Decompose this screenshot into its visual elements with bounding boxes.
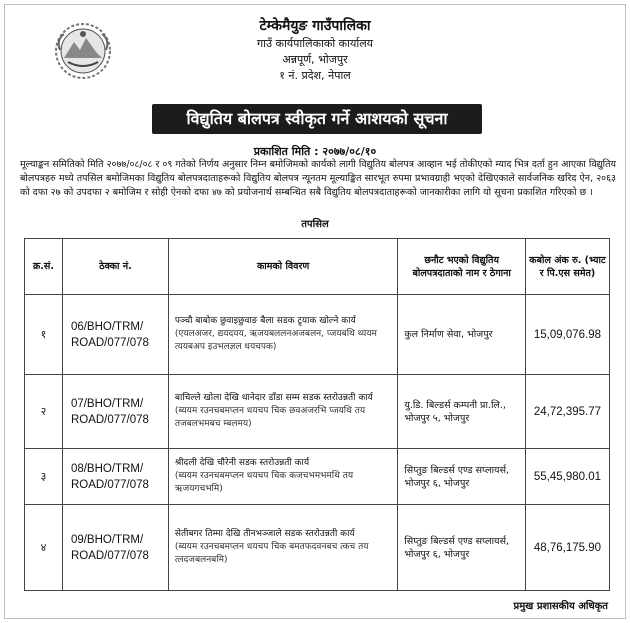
desc-nepali: श्रीदली देखि चौरेनी सडक स्तरोउन्नती कार्य: [174, 458, 310, 468]
cell-sn: १: [25, 295, 63, 375]
office-header: [0, 16, 630, 84]
cell-ref: 07/BHO/TRM/ ROAD/077/078: [62, 375, 168, 449]
municipality-name: टेम्केमैयुङ गाउँपालिका: [259, 18, 371, 34]
cell-bidder: कुल निर्माण सेवा, भोजपुर: [398, 295, 526, 375]
table-row: [25, 375, 610, 449]
contract-table: [24, 238, 610, 591]
cell-sn: ४: [25, 505, 63, 591]
desc-nepali: पञ्चौ बाबोक छुवाइछुवाङ बैला सडक ट्र्याक खोल्ने कार्य: [174, 316, 356, 326]
schedule-label: तपसिल: [301, 219, 329, 230]
table-row: [25, 449, 610, 505]
desc-nepali: बाचिल्ले खोला देखि थानेदार डाँडा सम्म सडक स्तरोउन्नती कार्य: [174, 393, 373, 403]
cell-desc: [168, 295, 397, 375]
desc-preeti: (ब्ययम रउनचबमप्लन धयचप चिक छवअजरभि प्जयथि तय तजबलभमबच म्बलमय): [174, 406, 366, 429]
office-name: गाउँ कार्यपालिकाको कार्यालय: [256, 37, 374, 50]
table-header-row: [25, 239, 610, 295]
cell-bidder: यु.डि. बिल्डर्स कम्पनी प्रा.लि., भोजपुर ५, भोजपुर: [398, 375, 526, 449]
office-address: अन्नपूर्ण, भोजपुर: [282, 53, 348, 66]
cell-bidder: सिप्तुङ बिल्डर्स एण्ड सप्लायर्स, भोजपुर ६, भोजपुर: [398, 505, 526, 591]
table-row: [25, 505, 610, 591]
cell-ref: 06/BHO/TRM/ ROAD/077/078: [62, 295, 168, 375]
cell-sn: ३: [25, 449, 63, 505]
cell-desc: [168, 375, 397, 449]
signatory-title: प्रमुख प्रशासकीय अधिकृत: [513, 601, 608, 612]
cell-ref: 08/BHO/TRM/ ROAD/077/078: [62, 449, 168, 505]
office-province: १ नं. प्रदेश, नेपाल: [279, 69, 351, 82]
column-header-bidder: छनौट भएको विद्युतिय बोलपत्रदाताको नाम र ठेगाना: [398, 239, 526, 295]
column-header-amount: कबोल अंक रु. (भ्याट र पि.एस समेत): [526, 239, 610, 295]
cell-desc: [168, 505, 397, 591]
notice-title: विद्युतिय बोलपत्र स्वीकृत गर्ने आशयको सूचना: [152, 104, 482, 134]
cell-amount: 55,45,980.01: [526, 449, 610, 505]
cell-desc: [168, 449, 397, 505]
column-header-desc: कामको विवरण: [168, 239, 397, 295]
column-header-ref: ठेक्का नं.: [62, 239, 168, 295]
notice-body-text: मूल्याङ्कन समितिको मिति २०७७/०८/०८ र ०९ गतेको निर्णय अनुसार निम्न बमोजिमको कार्यको लागी विद्युतिय बोलपत्र आव्हान भई तोकीएको म्याद भित्र दर्ता हुन आएका विद्युतिय बोलपत्रहरु मध्ये तपसिल बमोजिमका विद्युतिय बोलपत्रदाताहरूको विद्युतिय बोलपत्र न्यूनतम मूल्याङ्कित सारभूत रुपमा प्रभावग्राही भएको देखिएकाले सार्वजनिक खरिद ऐन, २०६३ को दफा २७ को उपदफा २ बमोजिम र सोही ऐनको दफा ४७ को प्रयोजनार्थ सम्बन्धित सबै विद्युतिय बोलपत्रदाताहरूको जानकारीका लागि यो सूचना प्रकाशित गरिएको छ ।: [20, 159, 616, 198]
desc-preeti: (ब्ययम रउनचबमप्लन धयचप चिक बमतफदवनबच त्कच तय त्लदजबलनबमि): [174, 542, 369, 565]
cell-ref: 09/BHO/TRM/ ROAD/077/078: [62, 505, 168, 591]
desc-nepali: सेतीबगर तिम्मा देखि तीनभञ्जाले सडक स्तरोउन्नती कार्य: [174, 529, 355, 539]
cell-amount: 48,76,175.90: [526, 505, 610, 591]
desc-preeti: (एयलअजर, द्ययदयय, ऋजयबललनअजबलन, प्जयबथि थ्ययम त्ययबअप इउभलज्ञल धयचपक): [174, 329, 377, 352]
cell-amount: 24,72,395.77: [526, 375, 610, 449]
desc-preeti: (ब्ययम रउनचबमप्लन धयचप चिक कजचभमभमथि तय ऋजयगचभमि): [174, 471, 354, 494]
cell-sn: २: [25, 375, 63, 449]
cell-bidder: सिप्तुङ बिल्डर्स एण्ड सप्लायर्स, भोजपुर ६, भोजपुर: [398, 449, 526, 505]
published-date: प्रकाशित मिति : २०७७/०८/१०: [253, 145, 377, 158]
cell-amount: 15,09,076.98: [526, 295, 610, 375]
table-row: [25, 295, 610, 375]
column-header-sn: क्र.सं.: [25, 239, 63, 295]
